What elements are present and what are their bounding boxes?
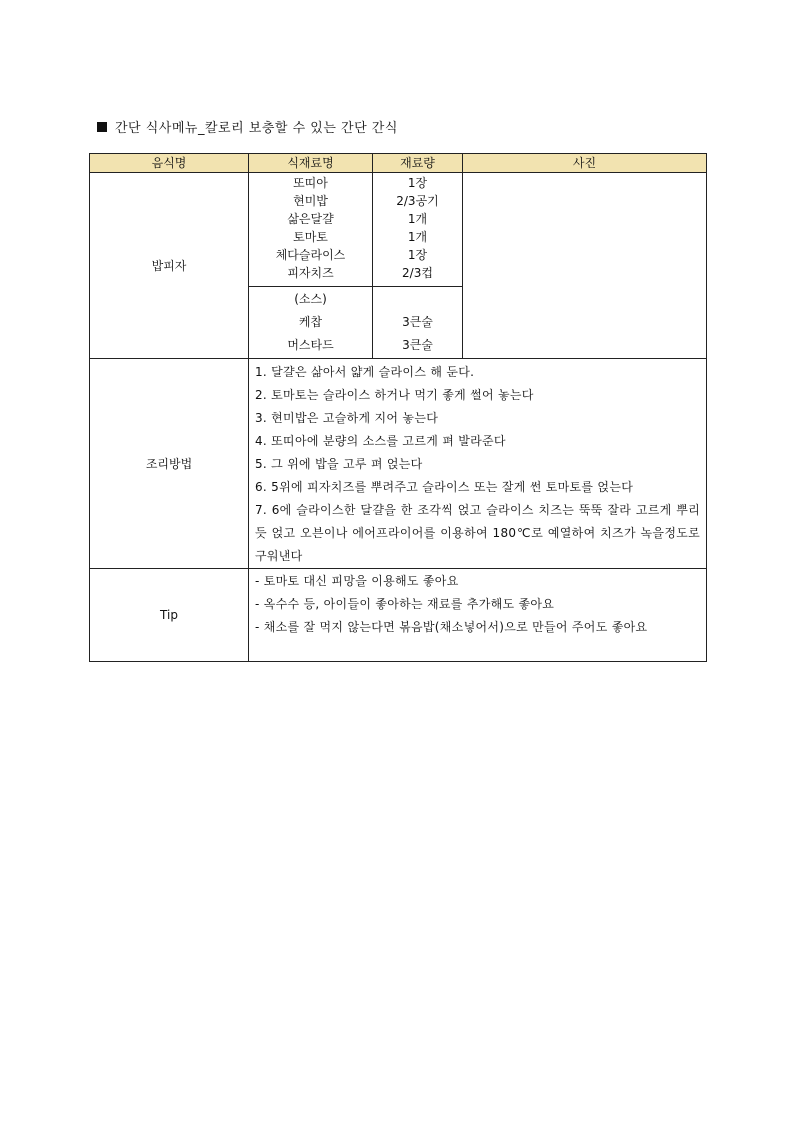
ingredient-amount: 1장 (407, 176, 428, 190)
method-step: 3. 현미밥은 고슬하게 지어 놓는다 (255, 411, 439, 425)
recipe-table (89, 153, 707, 662)
ingredient-names-cell (249, 173, 373, 287)
ingredient-name: 또띠아 (293, 176, 328, 190)
tip-label-cell: Tip (90, 569, 249, 662)
ingredient-amount: 1장 (407, 248, 428, 262)
sauce-names-cell (249, 287, 373, 359)
sauce-name: (소스) (294, 292, 327, 306)
method-row (90, 359, 707, 569)
sauce-amount: 3큰술 (402, 338, 433, 352)
method-label-cell: 조리방법 (90, 359, 249, 569)
sauce-name: 케찹 (298, 315, 323, 329)
method-step: 2. 토마토는 슬라이스 하거나 먹기 좋게 썰어 놓는다 (255, 388, 534, 402)
dish-name-cell: 밥피자 (90, 173, 249, 359)
method-step: 4. 또띠아에 분량의 소스를 고르게 펴 발라준다 (255, 434, 506, 448)
section-title-text: 간단 식사메뉴_칼로리 보충할 수 있는 간단 간식 (115, 121, 398, 136)
tip-item: - 토마토 대신 피망을 이용해도 좋아요 (255, 574, 459, 588)
tips-cell (249, 569, 707, 662)
ingredient-name: 토마토 (293, 230, 328, 244)
method-step: 1. 달걀은 삶아서 얇게 슬라이스 해 둔다. (255, 365, 475, 379)
square-bullet-icon (97, 122, 107, 132)
section-title (97, 117, 398, 136)
ingredients-row (90, 173, 707, 287)
sauce-amount: 3큰술 (402, 315, 433, 329)
method-step: 6. 5위에 피자치즈를 뿌려주고 슬라이스 또는 잘게 썬 토마토를 얹는다 (255, 480, 634, 494)
ingredient-amounts-cell (373, 173, 463, 287)
ingredient-amount: 1개 (407, 212, 428, 226)
method-step: 5. 그 위에 밥을 고루 펴 얹는다 (255, 457, 423, 471)
sauce-amount (373, 288, 462, 311)
sauce-name: 머스타드 (287, 338, 334, 352)
photo-cell (463, 173, 707, 359)
ingredient-name: 체다슬라이스 (275, 248, 346, 262)
ingredient-name: 피자치즈 (287, 266, 334, 280)
ingredient-amount: 2/3컵 (402, 266, 433, 280)
method-steps-cell (249, 359, 707, 569)
header-photo: 사진 (463, 154, 707, 173)
ingredient-name: 삶은달걀 (287, 212, 334, 226)
header-dish-name: 음식명 (90, 154, 249, 173)
ingredient-amount: 1개 (407, 230, 428, 244)
sauce-amounts-cell (373, 287, 463, 359)
ingredient-amount: 2/3공기 (396, 194, 439, 208)
header-row (90, 154, 707, 173)
tip-item: - 채소를 잘 먹지 않는다면 볶음밥(채소넣어서)으로 만들어 주어도 좋아요 (255, 620, 648, 634)
tip-row (90, 569, 707, 662)
header-ingredient-name: 식재료명 (249, 154, 373, 173)
ingredient-name: 현미밥 (293, 194, 328, 208)
header-amount: 재료량 (373, 154, 463, 173)
tip-item: - 옥수수 등, 아이들이 좋아하는 재료를 추가해도 좋아요 (255, 597, 555, 611)
method-step: 7. 6에 슬라이스한 달걀을 한 조각씩 얹고 슬라이스 치즈는 뚝뚝 잘라 고르게 뿌리 듯 얹고 오븐이나 에어프라이어를 이용하여 180℃로 예열하여 치즈가 녹을정도로 구워낸다 (255, 503, 700, 563)
